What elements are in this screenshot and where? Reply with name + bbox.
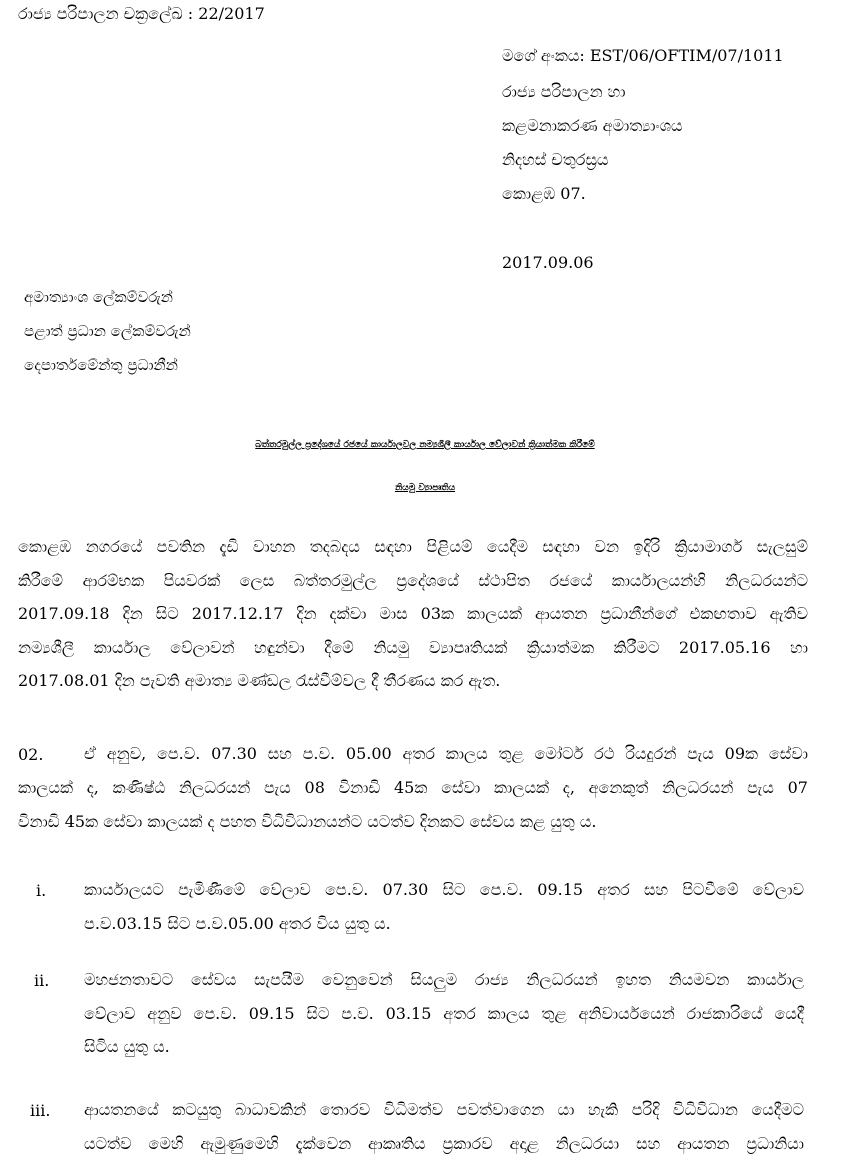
item-line: වේලාව අනුව පෙ.ව. 09.15 සිට ප.ව. 03.15 අතර කාලය තුළ අනිවාර්යයෙන් රාජකාරියේ යෙදී bbox=[84, 997, 804, 1031]
paragraph-2-line: විනාඩි 45ක සේවා කාලයක් ද පහත විධිවිධානයන්ට යටත්ව දිනකට සේවය කළ යුතු ය. bbox=[18, 805, 808, 839]
document-title-line1: බත්තරමුල්ල ප්‍රදේශයේ රජයේ කාර්යාලවල නම්‍යශීලී කාර්යාල වේලාවන් ක්‍රියාත්මක කිරීමේ bbox=[0, 441, 850, 450]
paragraph-1-line: කිරීමේ ආරම්භක පියවරක් ලෙස බත්තරමුල්ල ප්‍රදේශයේ ස්ථාපිත රජයේ කාර්යාලයන්හි නිලධරයන්ට bbox=[18, 564, 808, 598]
item-line: ප.ව.03.15 සිට ප.ව.05.00 අතර විය යුතු ය. bbox=[84, 907, 804, 941]
letter-date: 2017.09.06 bbox=[502, 255, 594, 271]
paragraph-2 bbox=[18, 771, 808, 838]
paragraph-2-first bbox=[84, 737, 808, 771]
item-line: මහජනතාවට සේවය සැපයීම වෙනුවෙන් සියලුම රාජ්‍ය නිලධරයන් ඉහත නියමවන කාර්යාල bbox=[84, 963, 804, 997]
paragraph-1 bbox=[18, 530, 808, 698]
paragraph-2-line: කාලයක් ද, කණිෂ්ඨ නිලධරයන් පැය 08 විනාඩි 45ක සේවා කාලයක් ද, අනෙකුත් නිලධරයන් පැය 07 bbox=[18, 771, 808, 805]
item-line: යටත්ව මෙහි ඇමුණුමෙහි දැක්වෙන ආකෘතිය ප්‍රකාරව අදාළ නිලධරයා සහ ආයතන ප්‍රධානියා bbox=[84, 1127, 804, 1160]
paragraph-2-number: 02. bbox=[18, 745, 43, 764]
paragraph-1-line: නම්‍යශීලී කාර්යාල වේලාවන් හඳුන්වා දීමේ නියමු ව්‍යාපෘතියක් ක්‍රියාත්මක කිරීමට 2017.05.16 හා bbox=[18, 631, 808, 665]
recipient-2: පළාත් ප්‍රධාන ලේකම්වරුන් bbox=[24, 324, 191, 339]
circular-number: රාජ්‍ය පරිපාලන චක්‍රලේඛ : 22/2017 bbox=[18, 6, 265, 22]
paragraph-1-line: 2017.09.18 දින සිට 2017.12.17 දින දක්වා මාස 03ක කාලයක් ආයතන ප්‍රධානීන්ගේ එකඟතාව ඇතිව bbox=[18, 597, 808, 631]
item-number: ii. bbox=[34, 971, 49, 990]
item-i bbox=[84, 873, 804, 940]
item-number: iii. bbox=[30, 1101, 50, 1120]
paragraph-1-line: කොළඹ නගරයේ පවතින දැඩි වාහන තදබදය සඳහා පිළියම් යෙදීම සඳහා වන ඉදිරි ක්‍රියාමාර්ග සැලසුම් bbox=[18, 530, 808, 564]
item-line: කාර්යාලයට පැමිණීමේ වේලාව පෙ.ව. 07.30 සිට පෙ.ව. 09.15 අතර සහ පිටවීමේ වේලාව bbox=[84, 873, 804, 907]
paragraph-1-line: 2017.08.01 දින පැවති අමාත්‍ය මණ්ඩල රැස්වීම්වල දී තීරණය කර ඇත. bbox=[18, 664, 808, 698]
item-number: i. bbox=[36, 881, 46, 900]
ministry-name-line2: කළමනාකරණ අමාත්‍යාංශය bbox=[502, 118, 683, 134]
recipient-3: දෙපාර්තමේන්තු ප්‍රධානීන් bbox=[24, 358, 178, 373]
item-iii bbox=[84, 1093, 804, 1160]
reference-number: මගේ අංකය: EST/06/OFTIM/07/1011 bbox=[502, 48, 784, 64]
ministry-name-line1: රාජ්‍ය පරිපාලන හා bbox=[502, 84, 626, 100]
recipient-1: අමාත්‍යාංශ ලේකම්වරුන් bbox=[24, 290, 173, 305]
document-title-line2: නියමු ව්‍යාපෘතිය bbox=[0, 484, 850, 493]
item-line: සිටිය යුතු ය. bbox=[84, 1030, 804, 1064]
item-ii bbox=[84, 963, 804, 1064]
item-line: ආයතනයේ කටයුතු බාධාවකින් තොරව විධිමත්ව පවත්වාගෙන යා හැකි පරිදි විධිවිධාන යෙදීමට bbox=[84, 1093, 804, 1127]
paragraph-2-line: ඒ අනුව, පෙ.ව. 07.30 සහ ප.ව. 05.00 අතර කාලය තුළ මෝටර් රථ රියදුරන් පැය 09ක සේවා bbox=[84, 737, 808, 771]
address-street: නිදහස් චතුරස්‍රය bbox=[502, 152, 608, 168]
address-city: කොළඹ 07. bbox=[502, 186, 586, 202]
